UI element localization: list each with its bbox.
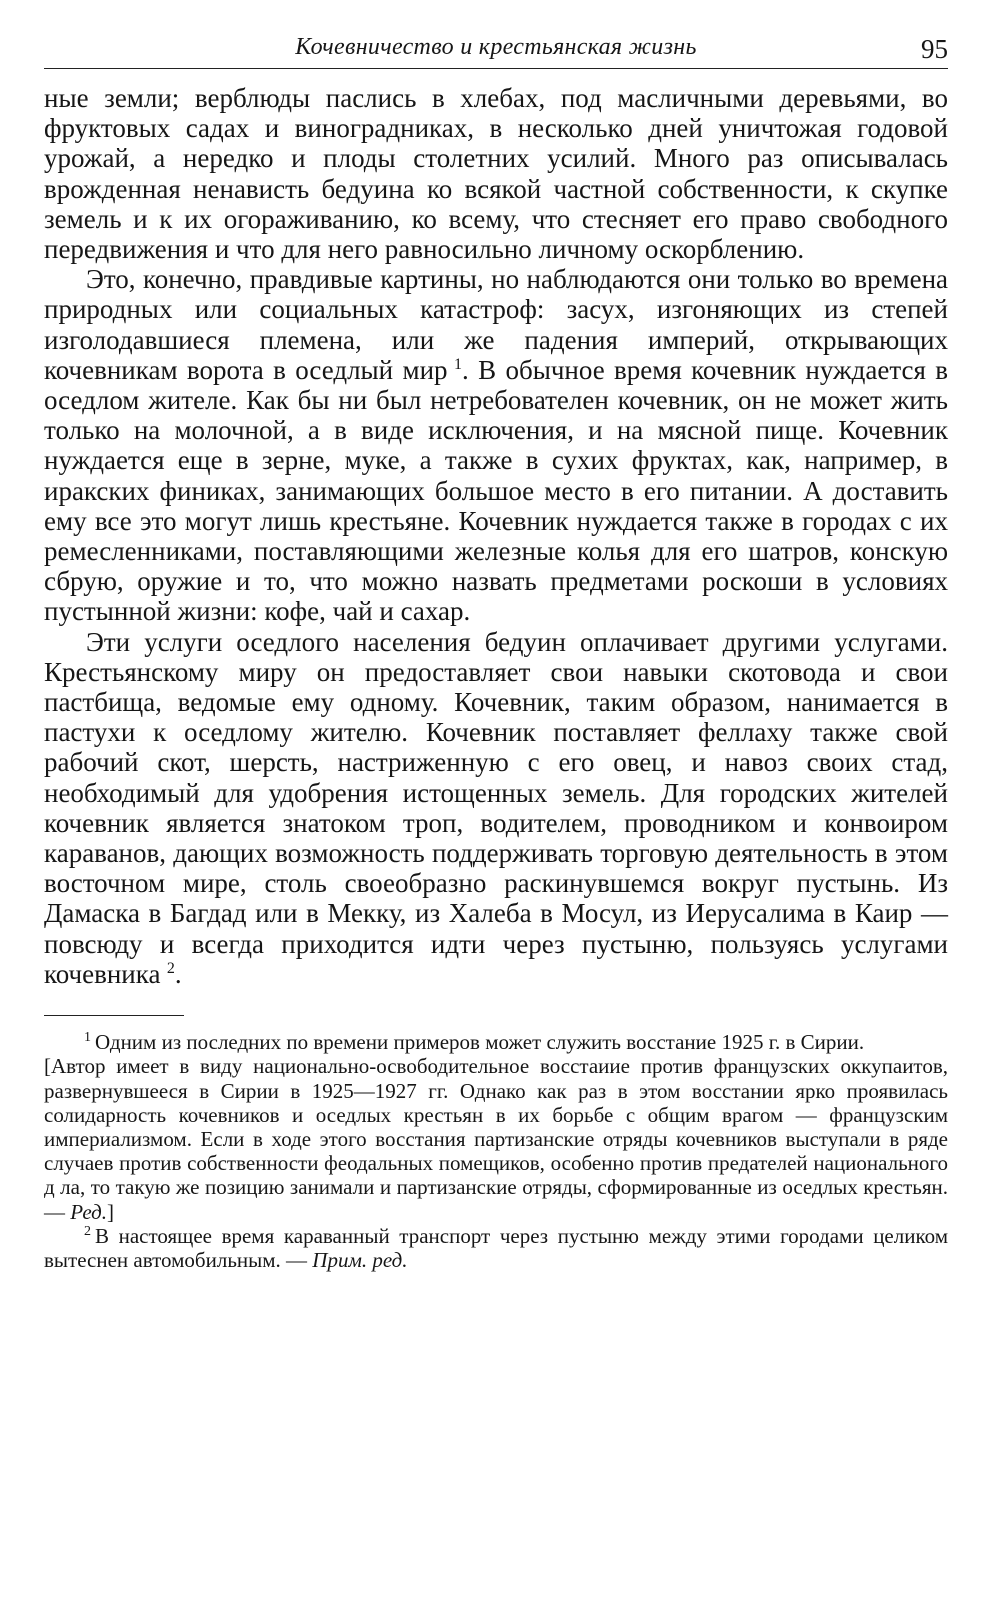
footnote-2-mark: 2 bbox=[84, 1223, 91, 1239]
footnote-2 bbox=[44, 1224, 948, 1272]
footnote-ref-2-tail: . bbox=[174, 958, 182, 989]
paragraph-3-text: Эти услуги оседлого населения бедуин оплачивает другими услугами. Крестьянскому миру он предоставляет свои навыки скотовода и свои пастбища, ведомые ему одному. Кочевник, таким образом, нанимается в пастухи к оседлому жителю. Кочевник поставляет феллаху также свой рабочий скот, шерсть, настриженную с его овец, и навоз своих стад, необходимый для удобрения истощенных земель. Для городских жителей кочевник является знатоком троп, водителем, проводником и конвоиром караванов, дающих возможность поддерживать торговую деятельность в этом восточном мире, столь своеобразно раскинувшемся вокруг пустынь. Из Дамаска в Багдад или в Мекку, из Халеба в Мосул, из Иерусалима в Каир — повсюду и всегда приходится идти через пустыню, пользуясь услугами кочевника bbox=[44, 626, 948, 989]
paragraph-2b-text: В обычное время кочевник нуждается в оседлом жителе. Как бы ни был нетребователен кочевник, он не может жить только на молочной, а в виде исключения, и на мясной пище. Кочевник нуждается еще в зерне, муке, а также в сухих фруктах, как, например, в иракских финиках, занимающих большое место в его питании. А доставить ему все это могут лишь крестьяне. Кочевник нуждается также в городах с их ремесленниками, поставляющими железные колья для его шатров, конскую сбрую, оружие и то, что можно назвать предметами роскоши в условиях пустынной жизни: кофе, чай и сахар. bbox=[44, 354, 949, 627]
paragraph-1: ные земли; верблюды паслись в хлебах, под масличными деревьями, во фруктовых садах и виноградниках, в несколько дней уничтожая годовой урожай, а нередко и плоды столетних усилий. Много раз описывалась врожденная ненависть бедуина ко всякой частной собственности, к скупке земель и к их огораживанию, ко всему, что стесняет его право свободного передвижения и что для него равносильно личному оскорблению. bbox=[44, 83, 948, 265]
paragraph-2-text: Это, конечно, правдивые картины, но наблюдаются они только во времена природных или социальных катастроф: засух, изгоняющих из степей изголодавшиеся племена, или же падения империй, открывающих кочевникам ворота в оседлый мир bbox=[44, 264, 948, 385]
paragraph-2 bbox=[44, 264, 948, 626]
footnote-1-mark: 1 bbox=[84, 1030, 91, 1046]
footnote-ref-1: 1 bbox=[453, 355, 462, 373]
editor-note-text: [Автор имеет в виду национально-освободительное восстаиие против французских оккупаитов, развернувшееся в Сирии в 1925—1927 гг. Однако как раз в этом восстании ярко проявилась солидарность кочевников и оседлых крестьян в их борьбе с общим врагом — французским империализмом. Если в ходе этого восстания партизанские отряды кочевников выступали в ряде случаев против собственности феодальных помещиков, особенно против предателей национального д ла, то такую же позицию занимали и партизанские отряды, сформированные из оседлых крестьян. — bbox=[44, 1054, 948, 1224]
editor-note-sign: Ред. bbox=[70, 1199, 107, 1224]
page-number: 95 bbox=[921, 34, 948, 64]
editor-note-close: ] bbox=[107, 1199, 114, 1224]
footnote-ref-1-tail: . bbox=[461, 354, 469, 385]
footnote-1 bbox=[44, 1030, 948, 1054]
footnote-2-text: В настоящее время караванный транспорт через пустыню между этими городами целиком вытеснен автомобильным. — bbox=[44, 1223, 948, 1272]
page-header bbox=[44, 24, 948, 69]
book-page bbox=[44, 24, 948, 1272]
footnotes bbox=[44, 1030, 948, 1272]
footnote-ref-2: 2 bbox=[166, 959, 175, 977]
main-text bbox=[44, 83, 948, 989]
footnote-divider bbox=[44, 1015, 184, 1016]
footnote-2-sign: Прим. ред. bbox=[312, 1247, 408, 1272]
paragraph-3 bbox=[44, 627, 948, 989]
footnote-1-editor-note bbox=[44, 1054, 948, 1223]
footnote-1-text: Одним из последних по времени примеров может служить восстание 1925 г. в Сирии. bbox=[95, 1030, 865, 1055]
running-title: Кочевничество и крестьянская жизнь bbox=[295, 34, 697, 60]
